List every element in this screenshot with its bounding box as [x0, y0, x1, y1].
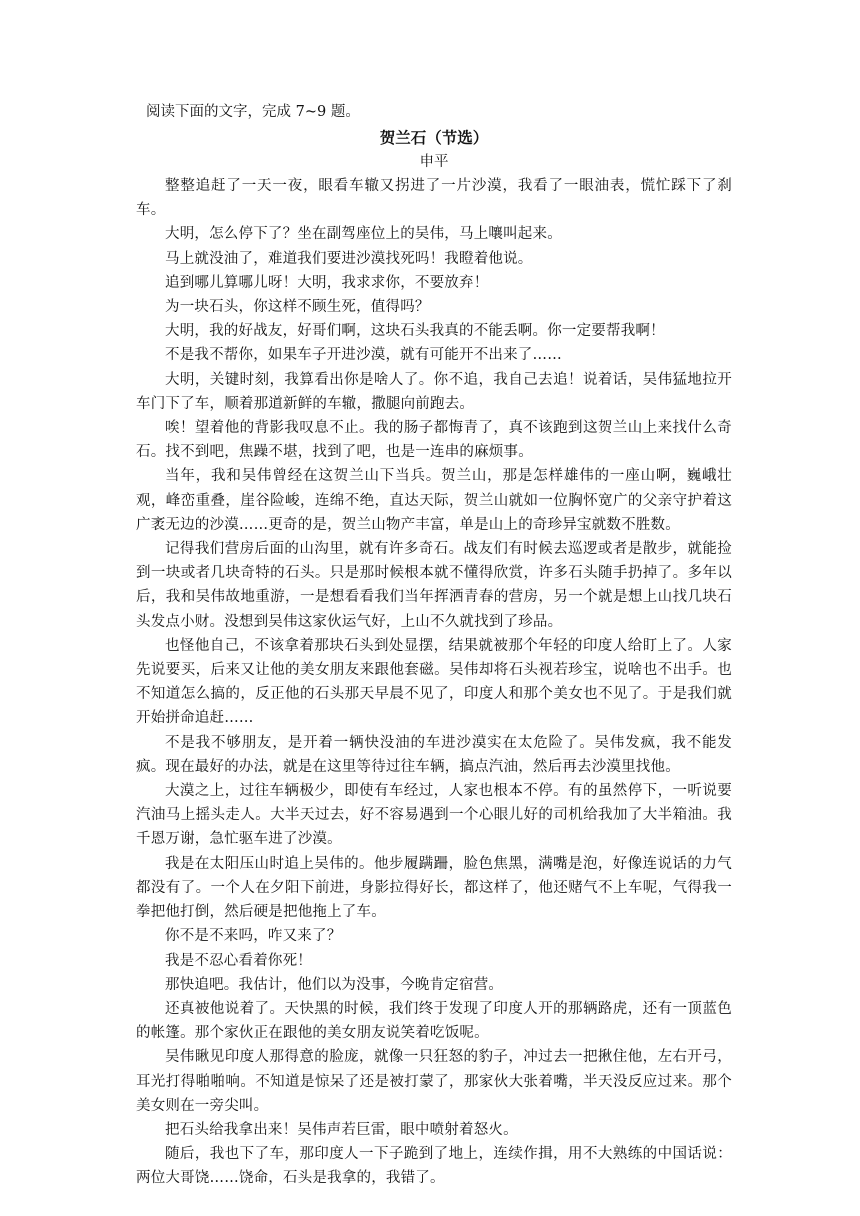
paragraph: 把石头给我拿出来！吴伟声若巨雷，眼中喷射着怒火。 — [165, 1121, 518, 1138]
paragraph: 大明，关键时刻，我算看出你是啥人了。你不追，我自己去追！说着话，吴伟猛地拉开车门下了车，顺着那道新鲜的车辙，撒腿向前跑去。 — [136, 371, 732, 412]
paragraph: 不是我不够朋友，是开着一辆快没油的车进沙漠实在太危险了。吴伟发疯，我不能发疯。现在最好的办法，就是在这里等待过往车辆，搞点汽油，然后再去沙漠里找他。 — [136, 734, 732, 775]
question-instruction: 阅读下面的文字，完成 7~9 题。 — [146, 104, 360, 120]
paragraph: 不是我不帮你，如果车子开进沙漠，就有可能开不出来了…… — [165, 347, 562, 364]
paragraph: 随后，我也下了车，那印度人一下子跪到了地上，连续作揖，用不大熟练的中国话说：两位大哥饶……饶命，石头是我拿的，我错了。 — [136, 1146, 732, 1187]
paragraph: 记得我们营房后面的山沟里，就有许多奇石。战友们有时候去巡逻或者是散步，就能捡到一块或者几块奇特的石头。只是那时候根本就不懂得欣赏，许多石头随手扔掉了。多年以后，我和吴伟故地重游，一是想看看我们当年挥洒青春的营房，另一个就是想上山找几块石头发点小财。没想到吴伟这家伙运气好，上山不久就找到了珍品。 — [136, 541, 732, 630]
paragraph: 马上就没油了，难道我们要进沙漠找死吗！我瞪着他说。 — [165, 250, 533, 267]
paragraph: 当年，我和吴伟曾经在这贺兰山下当兵。贺兰山，那是怎样雄伟的一座山啊，巍峨壮观，峰峦重叠，崖谷险峻，连绵不绝，直达天际，贺兰山就如一位胸怀宽广的父亲守护着这广袤无边的沙漠……更奇的是，贺兰山物产丰富，单是山上的奇珍异宝就数不胜数。 — [136, 468, 732, 533]
paragraph: 那快追吧。我估计，他们以为没事，今晚肯定宿营。 — [165, 976, 504, 993]
article-title: 贺兰石（节选） — [379, 128, 489, 147]
paragraph: 大漠之上，过往车辆极少，即使有车经过，人家也根本不停。有的虽然停下，一听说要汽油马上摇头走人。大半天过去，好不容易遇到一个心眼儿好的司机给我加了大半箱油。我千恩万谢，急忙驱车进了沙漠。 — [136, 783, 732, 848]
paragraph: 你不是不来吗，咋又来了？ — [165, 928, 342, 945]
paragraph: 吴伟瞅见印度人那得意的脸庞，就像一只狂怒的豹子，冲过去一把揪住他，左右开弓，耳光打得啪啪响。不知道是惊呆了还是被打蒙了，那家伙大张着嘴，半天没反应过来。那个美女则在一旁尖叫。 — [136, 1049, 732, 1114]
paragraph: 追到哪儿算哪儿呀！大明，我求求你，不要放弃！ — [165, 274, 489, 291]
article — [136, 100, 732, 1191]
paragraph: 我是在太阳压山时追上吴伟的。他步履蹒跚，脸色焦黑，满嘴是泡，好像连说话的力气都没有了。一个人在夕阳下前进，身影拉得好长，都这样了，他还赌气不上车呢，气得我一拳把他打倒，然后硬是把他拖上了车。 — [136, 855, 732, 921]
paragraph: 还真被他说着了。天快黑的时候，我们终于发现了印度人开的那辆路虎，还有一顶蓝色的帐篷。那个家伙正在跟他的美女朋友说笑着吃饭呢。 — [136, 1000, 732, 1042]
paragraph: 唉！望着他的背影我叹息不止。我的肠子都悔青了，真不该跑到这贺兰山上来找什么奇石。找不到吧，焦躁不堪，找到了吧，也是一连串的麻烦事。 — [136, 420, 732, 461]
paragraph: 大明，我的好战友，好哥们啊，这块石头我真的不能丢啊。你一定要帮我啊！ — [165, 323, 665, 340]
article-author: 申平 — [419, 154, 449, 170]
paragraph: 整整追赶了一天一夜，眼看车辙又拐进了一片沙漠，我看了一眼油表，慌忙踩下了刹车。 — [136, 178, 732, 219]
paragraph: 也怪他自己，不该拿着那块石头到处显摆，结果就被那个年轻的印度人给盯上了。人家先说要买，后来又让他的美女朋友来跟他套磁。吴伟却将石头视若珍宝，说啥也不出手。也不知道怎么搞的，反正他的石头那天早晨不见了，印度人和那个美女也不见了。于是我们就开始拼命追赶…… — [136, 637, 732, 727]
article-body — [136, 174, 732, 1191]
paragraph: 我是不忍心看着你死！ — [165, 952, 312, 969]
paragraph: 为一块石头，你这样不顾生死，值得吗？ — [165, 299, 430, 316]
paragraph: 大明，怎么停下了？坐在副驾座位上的吴伟，马上嚷叫起来。 — [165, 226, 562, 243]
